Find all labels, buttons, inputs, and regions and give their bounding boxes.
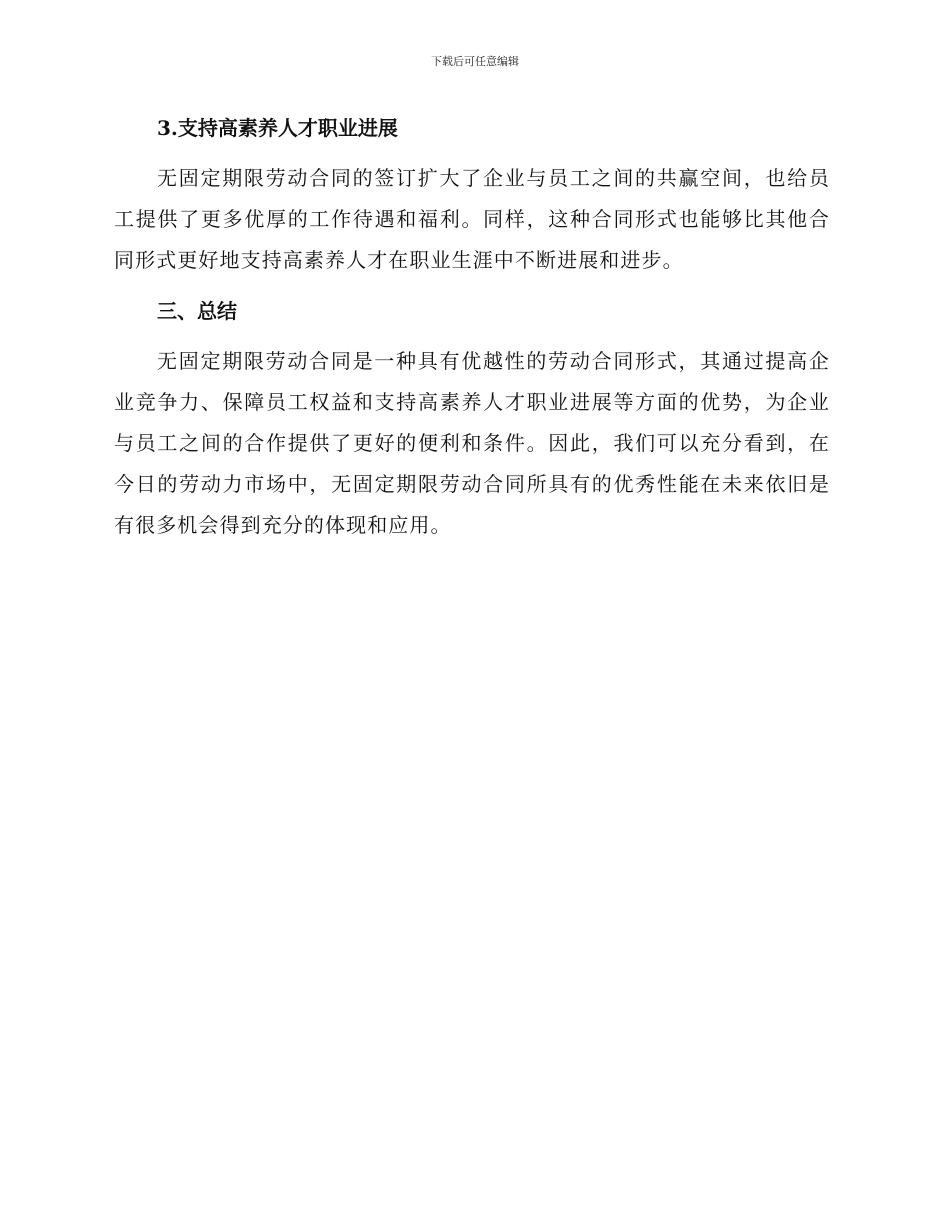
section-heading: 3.支持高素养人才职业进展 (157, 116, 398, 140)
page-header: 下载后可任意编辑 (431, 55, 519, 68)
section-paragraph: 无固定期限劳动合同是一种具有优越性的劳动合同形式，其通过提高企业竞争力、保障员工权益和支持高素养人才职业进展等方面的优势，为企业与员工之间的合作提供了更好的便利和条件。因此，我们可以充分看到，在今日的劳动力市场中，无固定期限劳动合同所具有的优秀性能在未来依旧是有很多机会得到充分的体现和应用。 (114, 349, 830, 537)
section-paragraph: 无固定期限劳动合同的签订扩大了企业与员工之间的共赢空间，也给员工提供了更多优厚的工作待遇和福利。同样，这种合同形式也能够比其他合同形式更好地支持高素养人才在职业生涯中不断进展和进步。 (114, 166, 830, 272)
section-heading: 三、总结 (157, 299, 237, 323)
document-body (114, 112, 830, 546)
